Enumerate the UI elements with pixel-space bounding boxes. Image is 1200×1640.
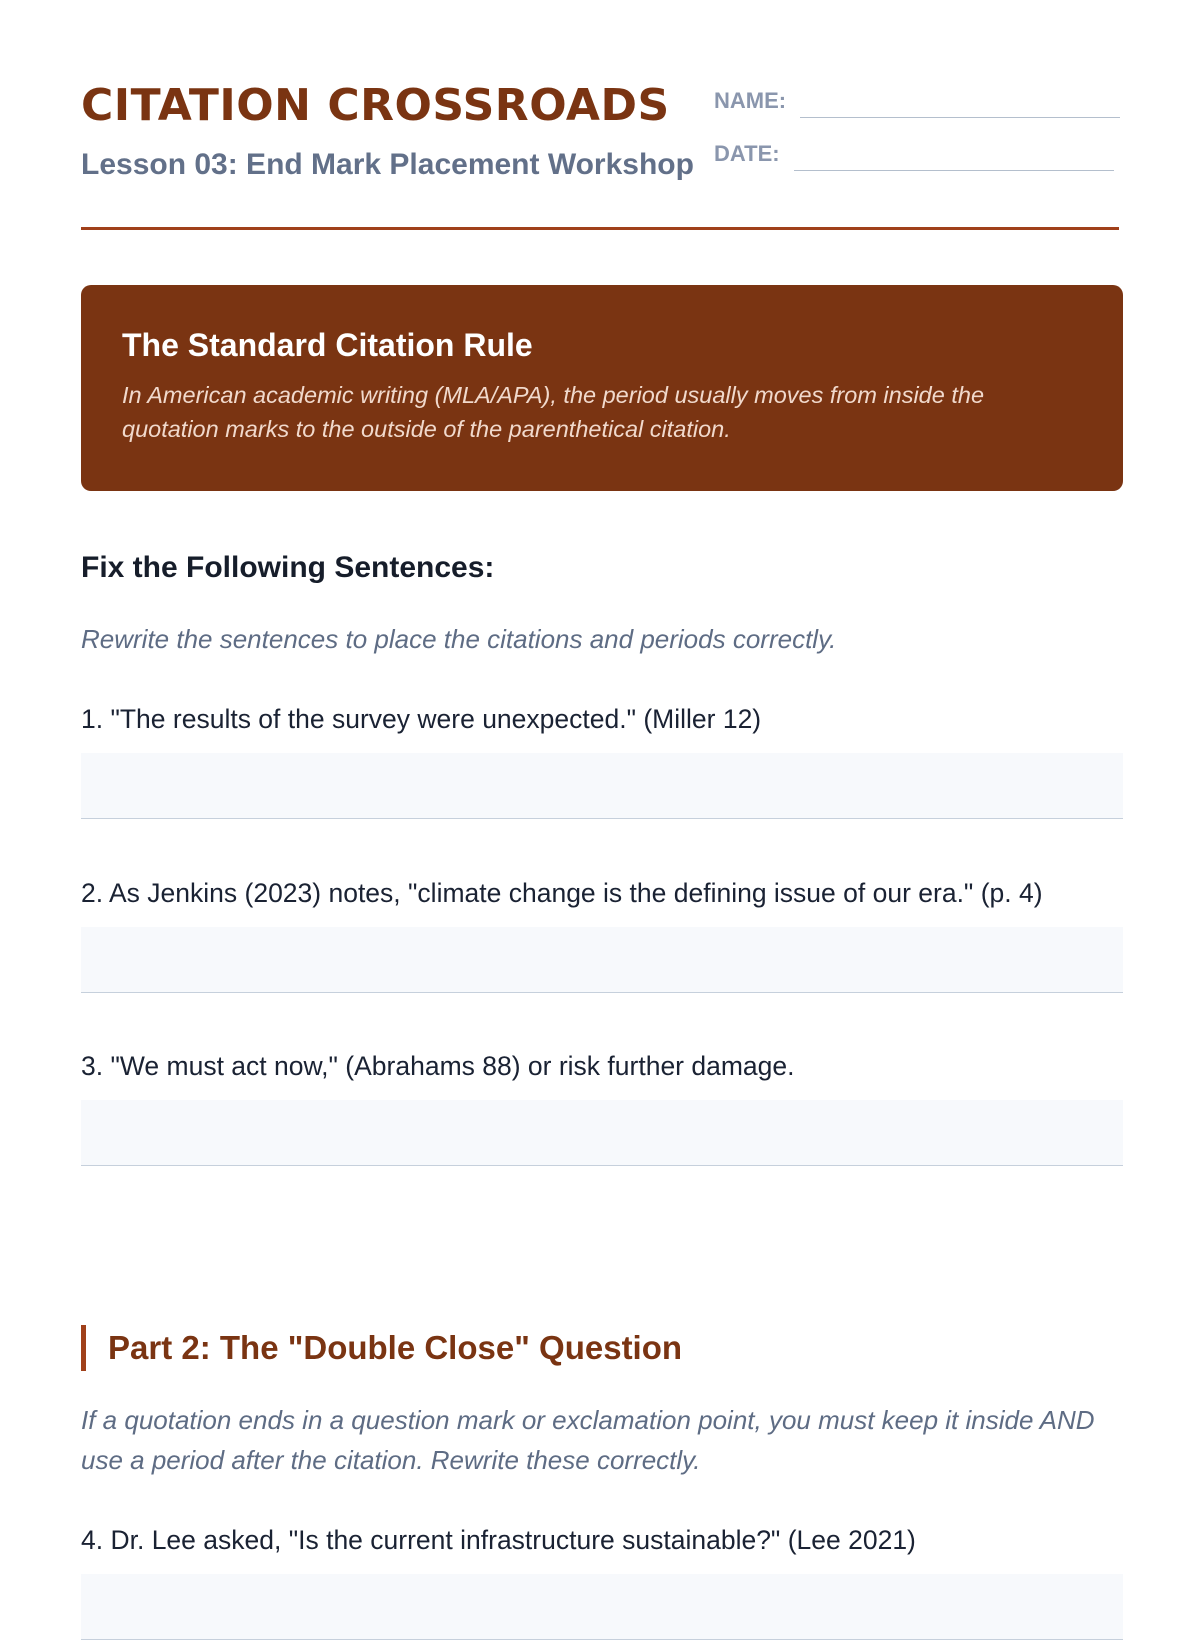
date-label: DATE: <box>714 141 780 166</box>
lesson-subtitle: Lesson 03: End Mark Placement Workshop <box>81 148 694 181</box>
rule-text: In American academic writing (MLA/APA), the period usually moves from inside the quotation marks to the outside of the parenthetical citation. <box>122 382 985 442</box>
exercise-item <box>81 876 1123 993</box>
rule-title: The Standard Citation Rule <box>122 327 533 363</box>
date-input-line[interactable] <box>794 141 1114 171</box>
answer-box[interactable] <box>81 1100 1123 1166</box>
answer-box[interactable] <box>81 1574 1123 1640</box>
name-label: NAME: <box>714 88 787 113</box>
answer-box[interactable] <box>81 753 1123 819</box>
worksheet-header <box>81 0 1119 230</box>
rule-callout <box>81 285 1123 491</box>
section-instructions: Rewrite the sentences to place the citations and periods correctly. <box>81 624 837 654</box>
exercise-item <box>81 1523 1123 1640</box>
part-2-heading: Part 2: The "Double Close" Question <box>81 1325 682 1371</box>
exercise-sentence: 1. "The results of the survey were unexpected." (Miller 12) <box>81 704 762 734</box>
part-2-instructions: If a quotation ends in a question mark or exclamation point, you must keep it inside AND use a period after the citation. Rewrite these correctly. <box>81 1405 1095 1475</box>
worksheet-title: CITATION CROSSROADS <box>81 80 670 131</box>
exercise-sentence: 3. "We must act now," (Abrahams 88) or risk further damage. <box>81 1051 795 1081</box>
exercise-sentence: 4. Dr. Lee asked, "Is the current infrastructure sustainable?" (Lee 2021) <box>81 1525 916 1555</box>
section-heading: Fix the Following Sentences: <box>81 551 495 584</box>
answer-box[interactable] <box>81 927 1123 993</box>
exercise-item <box>81 1049 1123 1166</box>
name-field <box>714 88 1120 118</box>
exercise-item <box>81 702 1123 819</box>
name-input-line[interactable] <box>800 88 1120 118</box>
date-field <box>714 141 1114 171</box>
exercise-sentence: 2. As Jenkins (2023) notes, "climate change is the defining issue of our era." (p. 4) <box>81 878 1043 908</box>
